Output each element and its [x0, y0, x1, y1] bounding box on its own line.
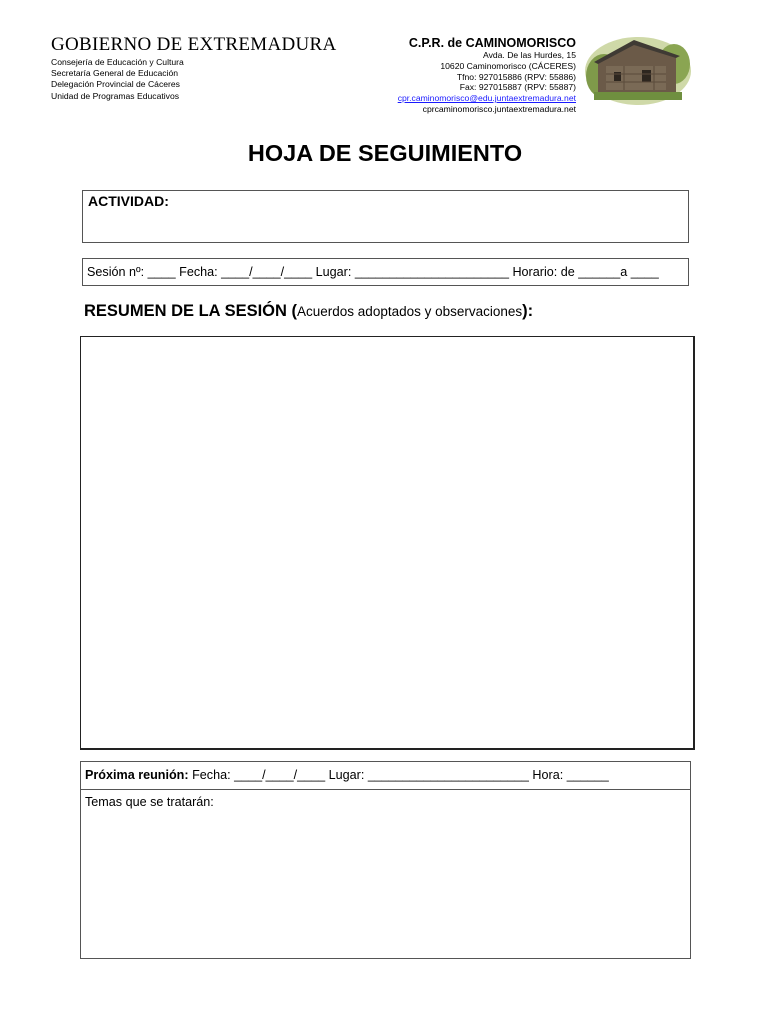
government-departments	[51, 57, 184, 102]
department-line: Secretaría General de Educación	[51, 68, 179, 79]
school-fax: Fax: 927015887 (RPV: 55887)	[459, 82, 576, 93]
school-website: cprcaminomorisco.juntaextremadura.net	[422, 103, 576, 114]
proxima-reunion-label: Próxima reunión:	[85, 768, 189, 782]
resumen-label: RESUMEN DE LA SESIÓN	[84, 302, 287, 320]
school-contact-block	[398, 36, 576, 115]
temas-label: Temas que se tratarán:	[85, 795, 214, 809]
proxima-reunion-text	[85, 768, 609, 782]
page-title: HOJA DE SEGUIMIENTO	[247, 140, 523, 166]
resumen-heading	[84, 302, 533, 321]
school-city: 10620 Caminomorisco (CÁCERES)	[440, 60, 576, 71]
resumen-textarea[interactable]	[80, 336, 695, 750]
resumen-paren-open: (	[291, 302, 298, 320]
session-info-line: Sesión nº: ____ Fecha: ____/____/____ Lugar: ______________________ Horario: de ______a ____	[87, 265, 659, 279]
school-email-link[interactable]: cpr.caminomorisco@edu.juntaextremadura.net	[397, 93, 576, 104]
proxima-reunion-box[interactable]	[80, 761, 691, 959]
department-line: Unidad de Programas Educativos	[51, 90, 180, 101]
government-title: GOBIERNO DE EXTREMADURA	[51, 34, 337, 55]
actividad-field[interactable]	[82, 190, 689, 243]
resumen-paren-close: ):	[522, 302, 534, 320]
school-address: Avda. De las Hurdes, 15	[483, 50, 576, 60]
actividad-label: ACTIVIDAD:	[88, 193, 169, 209]
stone-house-photo	[584, 36, 692, 106]
school-phone: Tfno: 927015886 (RPV: 55886)	[456, 71, 576, 82]
department-line: Consejería de Educación y Cultura	[51, 57, 184, 67]
proxima-reunion-row[interactable]	[81, 762, 690, 790]
resumen-subtitle: Acuerdos adoptados y observaciones	[297, 304, 523, 319]
department-line: Delegación Provincial de Cáceres	[51, 79, 180, 90]
session-info-field[interactable]	[82, 258, 689, 286]
school-name: C.P.R. de CAMINOMORISCO	[408, 36, 576, 50]
proxima-reunion-line: Fecha: ____/____/____ Lugar: _______________________ Hora: ______	[188, 768, 609, 782]
